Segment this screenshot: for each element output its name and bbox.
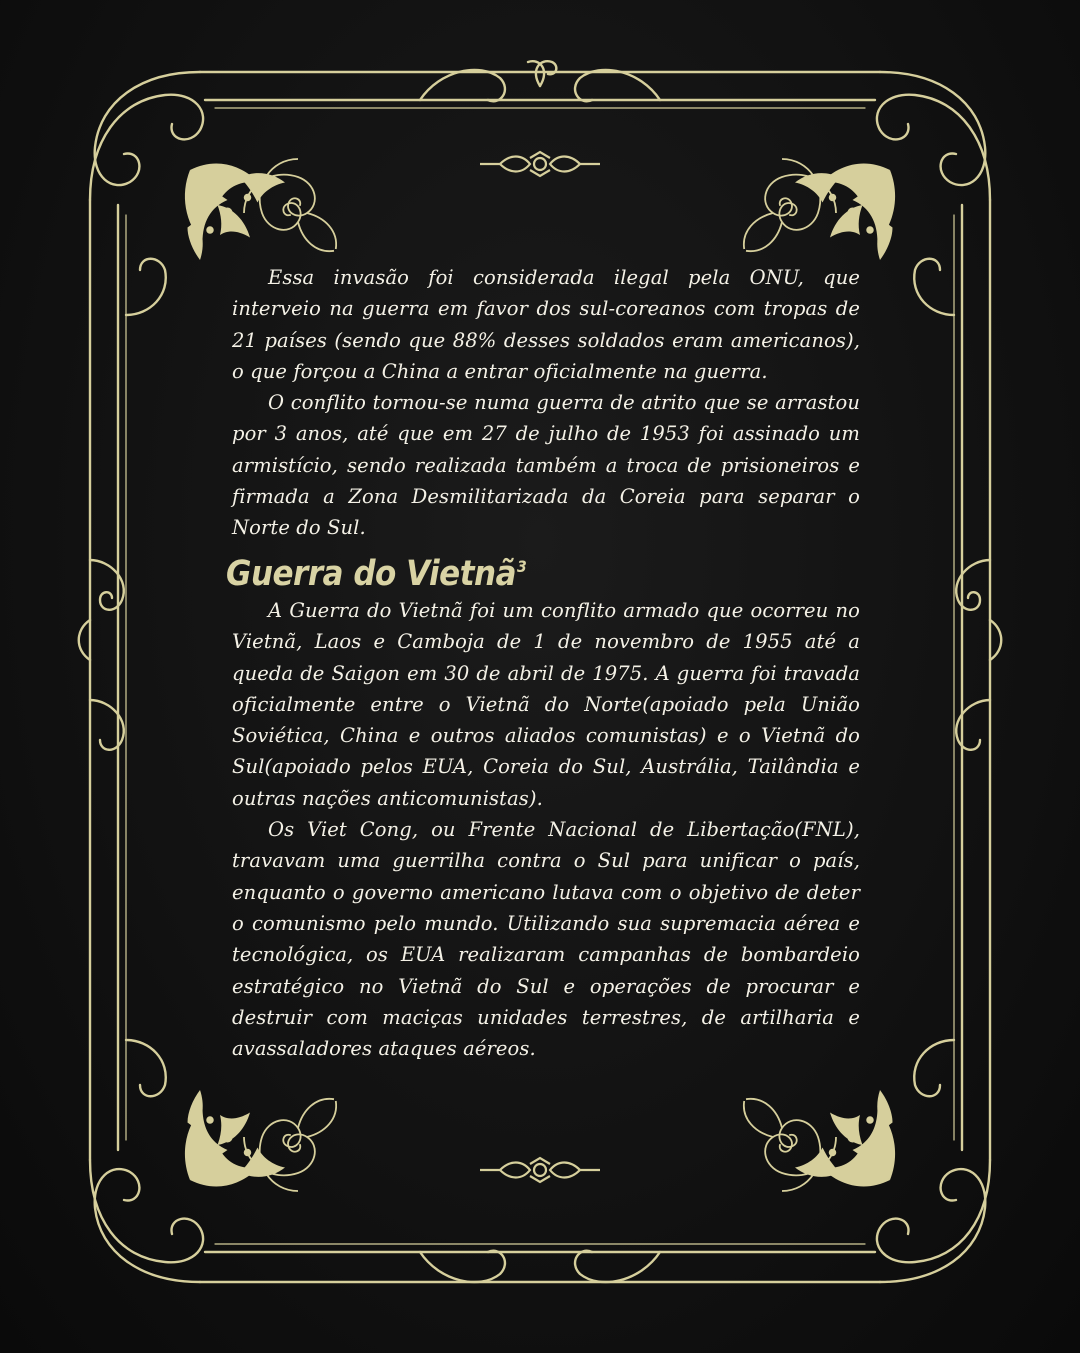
text-column: [226, 262, 860, 1064]
paragraph-armistice: O conflito tornou-se numa guerra de atrito que se arrastou por 3 anos, até que em 27 de julho de 1953 foi assinado um armistício, sendo realizada também a troca de prisioneiros e firmada a Zona Desmilitarizada da Coreia para separar o Norte do Sul.: [232, 391, 860, 540]
paragraph-vietnam-overview: A Guerra do Vietnã foi um conflito armado que ocorreu no Vietnã, Laos e Camboja de 1 de novembro de 1955 até a queda de Saigon em 30 de abril de 1975. A guerra foi travada oficialmente entre o Vietnã do Norte(apoiado pela União Soviética, China e outros aliados comunistas) e o Vietnã do Sul(apoiado pelos EUA, Coreia do Sul, Austrália, Tailândia e outras nações anticomunistas).: [232, 599, 860, 810]
footnote-marker: 3: [517, 558, 527, 577]
paragraph-onu-invasion: Essa invasão foi considerada ilegal pela ONU, que interveio na guerra em favor dos sul-coreanos com tropas de 21 países (sendo que 88% desses soldados eram americanos), o que forçou a China a entrar oficialmente na guerra.: [232, 266, 860, 383]
paragraph-viet-cong: Os Viet Cong, ou Frente Nacional de Libertação(FNL), travavam uma guerrilha contra o Sul para unificar o país, enquanto o governo americano lutava com o objetivo de deter o comunismo pelo mundo. Utilizando sua supremacia aérea e tecnológica, os EUA realizaram campanhas de bombardeio estratégico no Vietnã do Sul e operações de procurar e destruir com maciças unidades terrestres, de artilharia e avassaladores ataques aéreos.: [232, 818, 860, 1061]
section-heading-vietnam-war: [226, 545, 860, 596]
section-title: Guerra do Vietnã: [226, 553, 517, 594]
